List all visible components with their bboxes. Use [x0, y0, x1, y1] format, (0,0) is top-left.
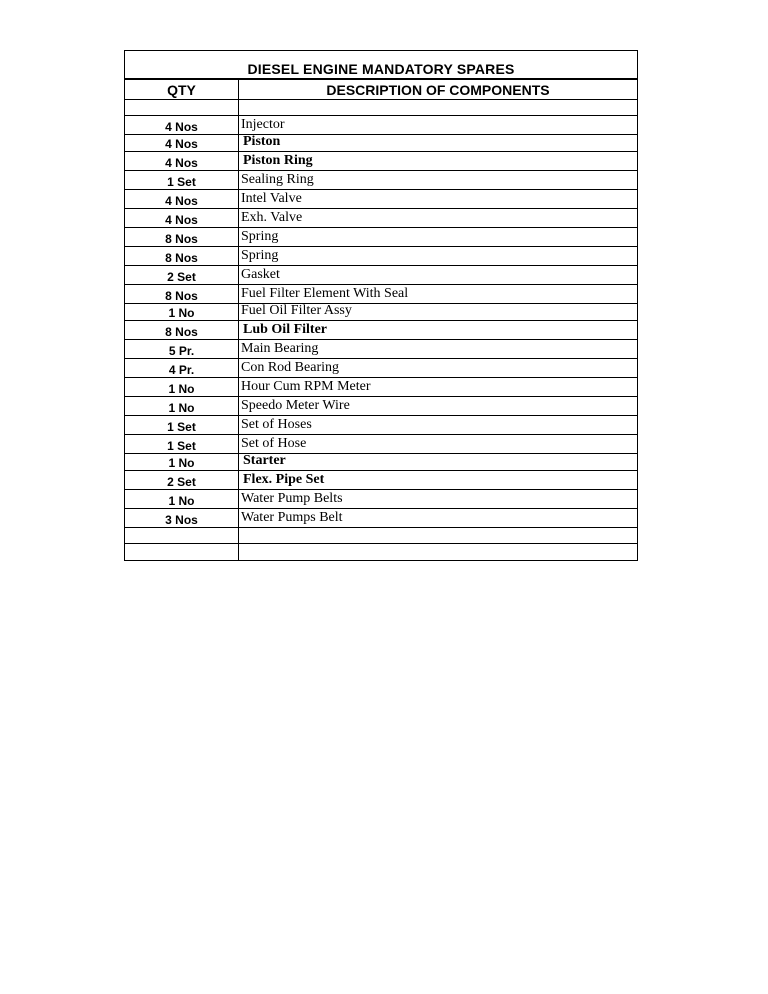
table-row: [125, 416, 637, 435]
table-title: DIESEL ENGINE MANDATORY SPARES: [125, 51, 637, 80]
qty-cell: 4 Pr.: [125, 359, 239, 377]
header-row: [125, 80, 637, 100]
table-row: [125, 528, 637, 544]
description-cell: Hour Cum RPM Meter: [241, 379, 371, 394]
qty-cell: 8 Nos: [125, 228, 239, 246]
table-row: [125, 171, 637, 190]
qty-cell: 4 Nos: [125, 152, 239, 170]
qty-cell: 1 Set: [125, 435, 239, 453]
qty-cell: [125, 544, 239, 560]
table-row: [125, 116, 637, 135]
qty-cell: 1 No: [125, 304, 239, 320]
description-cell: Lub Oil Filter: [243, 322, 327, 337]
qty-cell: 4 Nos: [125, 135, 239, 151]
table-row: [125, 397, 637, 416]
table-row: [125, 435, 637, 454]
description-cell: Fuel Filter Element With Seal: [241, 286, 409, 301]
qty-cell: 1 No: [125, 397, 239, 415]
qty-cell: [125, 528, 239, 543]
description-cell: Gasket: [241, 267, 280, 282]
qty-cell: 3 Nos: [125, 509, 239, 527]
description-header: DESCRIPTION OF COMPONENTS: [326, 81, 550, 98]
qty-cell: 1 No: [125, 454, 239, 470]
table-row: [125, 247, 637, 266]
description-cell: Set of Hoses: [241, 417, 312, 432]
table-row: [125, 340, 637, 359]
qty-cell: [125, 100, 239, 115]
description-cell: Starter: [243, 453, 286, 468]
qty-cell: 1 Set: [125, 416, 239, 434]
qty-cell: 1 Set: [125, 171, 239, 189]
table-row: [125, 266, 637, 285]
table-row: [125, 209, 637, 228]
description-cell: Exh. Valve: [241, 210, 303, 225]
qty-cell: 4 Nos: [125, 116, 239, 134]
table-row: [125, 152, 637, 171]
description-cell: Piston Ring: [243, 153, 313, 168]
description-cell: Water Pumps Belt: [241, 510, 343, 525]
description-cell: Spring: [241, 229, 279, 244]
table-row: [125, 454, 637, 471]
table-row: [125, 490, 637, 509]
table-row: [125, 100, 637, 116]
description-cell: Flex. Pipe Set: [243, 472, 325, 487]
description-cell: Main Bearing: [241, 341, 319, 356]
description-cell: Fuel Oil Filter Assy: [241, 303, 352, 318]
description-cell: [239, 544, 637, 560]
description-cell: Injector: [241, 117, 285, 132]
qty-cell: 8 Nos: [125, 321, 239, 339]
table-row: [125, 190, 637, 209]
description-cell: Set of Hose: [241, 436, 307, 451]
spares-table: [124, 50, 638, 561]
table-row: [125, 544, 637, 560]
description-cell: Sealing Ring: [241, 172, 314, 187]
qty-cell: 8 Nos: [125, 285, 239, 303]
qty-cell: 5 Pr.: [125, 340, 239, 358]
qty-cell: 2 Set: [125, 266, 239, 284]
table-row: [125, 285, 637, 304]
qty-cell: 2 Set: [125, 471, 239, 489]
qty-cell: 4 Nos: [125, 190, 239, 208]
qty-cell: 1 No: [125, 378, 239, 396]
description-cell: Piston: [243, 134, 281, 149]
qty-cell: 4 Nos: [125, 209, 239, 227]
description-cell: Spring: [241, 248, 279, 263]
description-cell: [239, 100, 637, 115]
description-cell: Water Pump Belts: [241, 491, 343, 506]
description-cell: Intel Valve: [241, 191, 302, 206]
description-cell: [239, 528, 637, 543]
table-row: [125, 228, 637, 247]
table-row: [125, 509, 637, 528]
description-cell: Con Rod Bearing: [241, 360, 339, 375]
qty-cell: 8 Nos: [125, 247, 239, 265]
qty-cell: 1 No: [125, 490, 239, 508]
table-row: [125, 304, 637, 321]
table-row: [125, 321, 637, 340]
table-row: [125, 378, 637, 397]
description-cell: Speedo Meter Wire: [241, 398, 350, 413]
qty-header: QTY: [125, 80, 239, 99]
table-row: [125, 471, 637, 490]
table-row: [125, 359, 637, 378]
table-row: [125, 135, 637, 152]
